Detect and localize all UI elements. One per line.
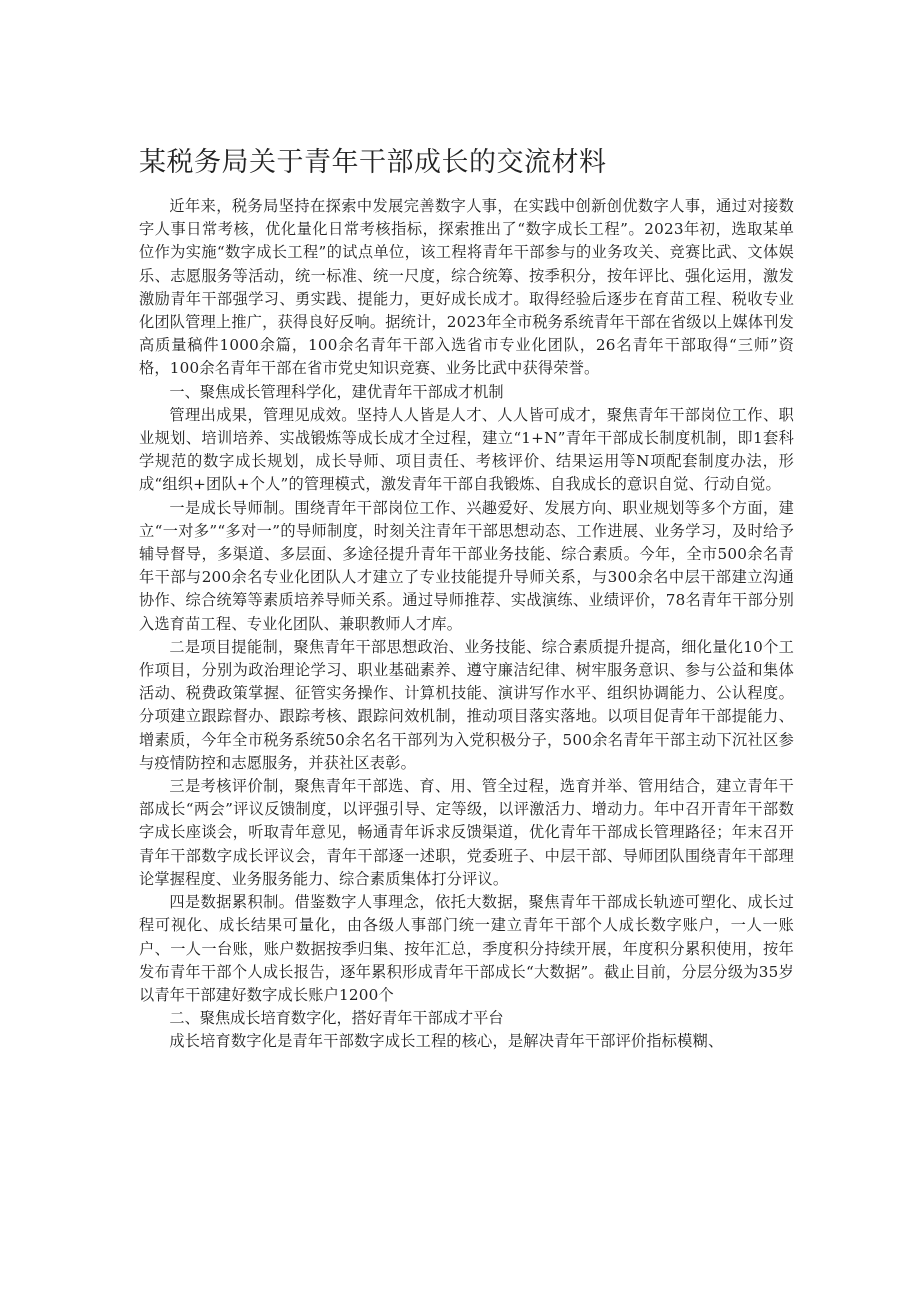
section-1-heading: 一、聚焦成长管理科学化，建优青年干部成才机制 [169,382,504,401]
intro-paragraph: 近年来，税务局坚持在探索中发展完善数字人事，在实践中创新创优数字人事，通过对接数字人事日常考核，优化量化日常考核指标，探索推出了“数字成长工程”。2023年初，选取某单位作为实施“数字成长工程”的试点单位，该工程将青年干部参与的业务攻关、竞赛比武、文体娱乐、志愿服务等活动，统一标准、统一尺度，综合统筹、按季积分，按年评比、强化运用，激发激励青年干部强学习、勇实践、提能力，更好成长成才。取得经验后逐步在育苗工程、税收专业化团队管理上推广，获得良好反响。据统计，2023年全市税务系统青年干部在省级以上媒体刊发高质量稿件1000余篇，100余名青年干部入选省市专业化团队，26名青年干部取得“三师”资格，100余名青年干部在省市党史知识竞赛、业务比武中获得荣誉。 [139,197,794,378]
item-4-paragraph: 四是数据累积制。借鉴数字人事理念，依托大数据，聚焦青年干部成长轨迹可塑化、成长过程可视化、成长结果可量化，由各级人事部门统一建立青年干部个人成长数字账户，一人一账户、一人一台账，账户数据按季归集、按年汇总，季度积分持续开展，年度积分累积使用，按年发布青年干部个人成长报告，逐年累积形成青年干部成长“大数据”。截止目前，分层分级为35岁以青年干部建好数字成长账户1200个 [139,893,794,1004]
section-2-intro-paragraph: 成长培育数字化是青年干部数字成长工程的核心，是解决青年干部评价指标模糊、 [169,1032,724,1051]
item-2-paragraph: 二是项目提能制，聚焦青年干部思想政治、业务技能、综合素质提升提高，细化量化10个工作项目，分别为政治理论学习、职业基础素养、遵守廉洁纪律、树牢服务意识、参与公益和集体活动、税费政策掌握、征管实务操作、计算机技能、演讲写作水平、组织协调能力、公认程度。分项建立跟踪督办、跟踪考核、跟踪问效机制，推动项目落实落地。以项目促青年干部提能力、增素质，今年全市税务系统50余名名干部列为入党积极分子，500余名青年干部主动下沉社区参与疫情防控和志愿服务，并获社区表彰。 [139,637,794,772]
section-1-intro-paragraph: 管理出成果，管理见成效。坚持人人皆是人才、人人皆可成才，聚焦青年干部岗位工作、职业规划、培训培养、实战锻炼等成长成才全过程，建立“1+N”青年干部成长制度机制，即1套科学规范的数字成长规划，成长导师、项目责任、考核评价、结果运用等N项配套制度办法，形成“组织+团队+个人”的管理模式，激发青年干部自我锻炼、自我成长的意识自觉、行动自觉。 [139,405,794,494]
document-page [139,145,794,1054]
document-title: 某税务局关于青年干部成长的交流材料 [139,147,607,178]
item-1-paragraph: 一是成长导师制。围绕青年干部岗位工作、兴趣爱好、发展方向、职业规划等多个方面，建立“一对多”“多对一”的导师制度，时刻关注青年干部思想动态、工作进展、业务学习，及时给予辅导督导，多渠道、多层面、多途径提升青年干部业务技能、综合素质。今年，全市500余名青年干部与200余名专业化团队人才建立了专业技能提升导师关系，与300余名中层干部建立沟通协作、综合统筹等素质培养导师关系。通过导师推荐、实战演练、业绩评价，78名青年干部分别入选育苗工程、专业化团队、兼职教师人才库。 [139,498,794,633]
section-2-heading: 二、聚焦成长培育数字化，搭好青年干部成才平台 [169,1009,504,1028]
item-3-paragraph: 三是考核评价制，聚焦青年干部选、育、用、管全过程，选育并举、管用结合，建立青年干部成长“两会”评议反馈制度，以评强引导、定等级，以评激活力、增动力。年中召开青年干部数字成长座谈会，听取青年意见，畅通青年诉求反馈渠道，优化青年干部成长管理路径；年末召开青年干部数字成长评议会，青年干部逐一述职，党委班子、中层干部、导师团队围绕青年干部理论掌握程度、业务服务能力、综合素质集体打分评议。 [139,777,794,888]
